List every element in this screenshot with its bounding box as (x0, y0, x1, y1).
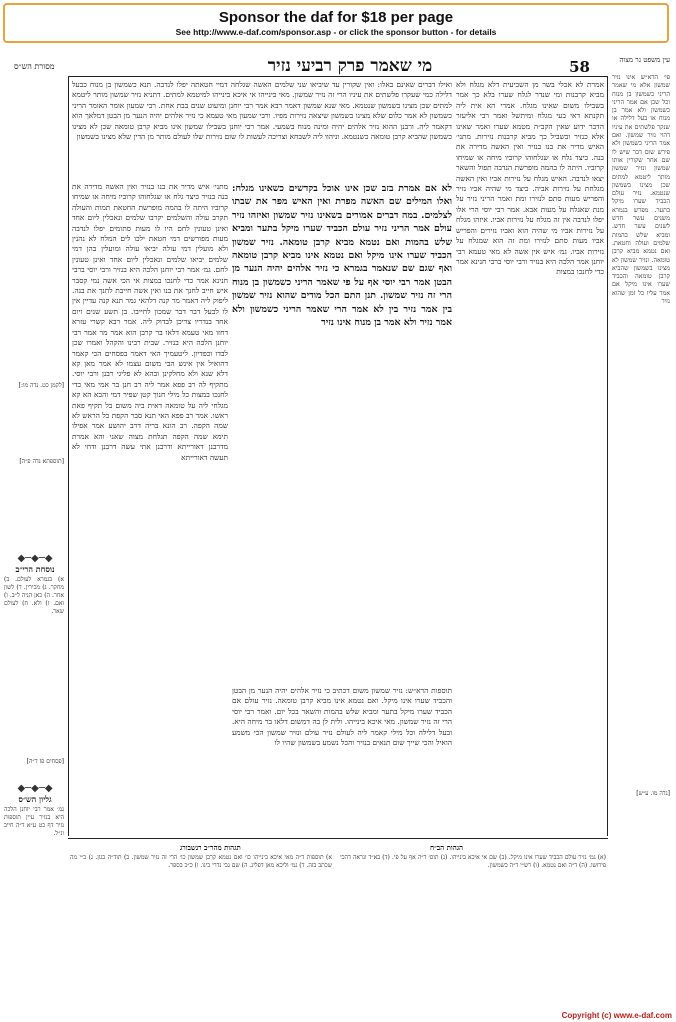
right-margin-ref-4 (612, 790, 670, 802)
margin-label-masoret: מסורת הש״ס (14, 62, 55, 71)
tosafot-column (72, 182, 228, 832)
side-ref-2: [תוספתא נדה פ״ה] (19, 458, 64, 465)
rashi-column (456, 80, 604, 832)
top-commentary-text: ואילו דברים שאינם כאלו: ואין שקורין עד שיביאו שני שלמים האשה שגלחה דמיי חטאתה יפלו לנדבה. תנא כשמשון בן מנוח כבעל דלילה כמי שעקרו פלשתים את עיניו הרי זה נזיר שמשון. מאי בינייהו אי איכא בינייהו למיטמא למתים. דתניא נזיר שמשון מותר ליטמא למתים שכן מצינו בשמשון שנטמא. מאי שנא שמשון דאמר רבא אמר רבי יוחנן ומיעוט שנים בבת אחת. רבי שמעון אומר האומר הריני כשמשון לא אמר כלום שלא מצינו בשמשון שיצאה נזירות מפיו. ורבי שמעון מאי טעמא כי נזיר אלהים יהיה הנער מן הבטן דמלאך הוא דקאמר ליה. ורבנן ההוא נזיר אלהים יהיה ומינה מנוח בשמעי. אמר רבי יוחנן בשבילו שמשון אינו מביא קרבן טומאה שכן לא מצינו כשמשון שהביא קרבן טומאה כשנטמא. וניהוו ליה לשבחא וצריכה לעשות לו שום נזירות שלו לעולם מותר מן הדין שלא מצינו בשמשון (72, 80, 452, 142)
right-margin-commentary (612, 74, 670, 834)
left-margin-ref-3 (4, 758, 64, 778)
running-header: מי שאמר פרק רביעי נזיר (267, 56, 433, 76)
right-margin-text: פי׳ הרא״ש אינו נזיר שמשון אלא מי שאמר הריני כשמשון בן מנוח וכל שכן אם אמר הריני כשמשון ולא אמר בן מנוח או בעל דלילה או שנקר פלשתים את עיניו דהוי נזיר שמשון. ואם אמר הריני כשמשון ולא פירש שום דבר שיש לו שם אחר שקורין אותו שמשון ונזיר שמשון מותר ליטמא למתים שכן מצינו בשמשון שנטמא. נזיר עולם הכביד שערו מיקל בתער. מפרש בגמרא משנים עשר חדש לשנים עשר חדש. ומביא שלש בהמות שלמים ועולה וחטאת. ואם נטמא מביא קרבן טומאה. ונזיר שמשון לא מצינו בשמשון שהביא קרבן טומאה והכביד שערו אינו מיקל אם אמר עליו כל זמן שהוא נזיר (612, 74, 670, 306)
footnotes-left (70, 854, 332, 904)
nusach-body (4, 576, 64, 636)
lower-center-body: תוספות הרא״ש: נזיר שמשון משום דכתיב כי נזיר אלהים יהיה הנער מן הבטן והכביד שערו אינו מיקל. ואם נטמא אינו מביא קרבן טומאה. נזיר עולם אם הכביד שערו מיקל בתער ומביא שלש בהמות והשאר בכל יום. ואמר רבי יוסי הרי זה נזיר שמשון. מאי איכא בינייהו. ולית לן בה דמשום דלאו בר מיחה היא. ובעל דלילה וכל מילי קאמר ליה לעולם נזיר עולם ונזיר שמשון הכי משמע הואיל והכי שייך שום תנאים בנזיר והכל נשמע בשמשון שהיו לו (232, 686, 452, 748)
page-number: 58 (569, 58, 590, 76)
nusach-title: נוסחת הרי״ב (15, 564, 55, 574)
nusach-text: א) בגמרא לעולם. ב) מחקר. ג) מכירין. ד) לשון אחר. ה) כאן הניה ל״ב. ו) ואם. ז) ולא. ח) לעולם שאר. (4, 576, 64, 615)
footnote-right-text: (א) גמ׳ נזיר עולם הכביד שערו אינו מיקל. (ב) שם אי איכא בינייהו. (ג) תוס׳ ד״ה אף על פי. (ד) בא״ד ונראה דהכי פירושו. (ה) ד״ה ואם נטמא. (ו) רש״י ד״ה כשמשון. (340, 854, 606, 869)
rashi-text: אמרת לא אכלי בשר מן השביעית דלא מגלח ולא מביא קרבנות ומי שנדר לגלח שערו בלא כך אמר בשבילו משום שאינו מגלח. אמרי הא אית ליה תקנתא דאי בעי מגלח ומיתשל ואמר רבי אליעזר הדבר ידוע שאין הקב״ה מטמא שערו ואמר שאינו אלא כנזיר ובשביל כך מביא קרבנות נזירות. מתני׳ האיש מדיר את בנו בנזיר ואין האשה מדירה את בנה. כיצד גלח או שגלחוהו קרוביו מיחה או שמיחו קרוביו. היתה לו בהמה מופרשת הנדבה תפול והשאר יצאו לנדבה. האיש מגלח על נזירות אביו ואין האשה מגלחת על נזירות אביה. כיצד מי שהיה אביו נזיר והפריש מעות סתם לנזירו ומת ואמר הריני נזיר על מנת שאגלח על מעות אבא. אמר רבי יוסי הרי אלו יפלו לנדבה אין זה מגלח על נזירות אביו. איזהו מגלח על נזירות אביו מי שהיה הוא ואביו נזירים והפריש אביו מעות סתם לנזירו ומת זה הוא שמגלח על נזירות אביו. גמ׳ איש אין אשה לא מאי טעמא רבי יוחנן אמר הלכה היא בנזיר ורבי יוסי ברבי חנינא אמר כדי לחנכו במצות (456, 80, 604, 277)
side-ref-1: [לקמן כט. נדה מו:] (18, 382, 64, 389)
footnote-title-left: תגהות מהר״ב רנשבורג (180, 843, 241, 852)
lower-center-text (232, 686, 452, 832)
ornament-1: ◆─◆─◆ (17, 553, 53, 564)
tosafot-text: מתני׳ איש מדיר את בנו בנזיר ואין האשה מדירה את בנה בנזיר כיצד גלח או שגלחוהו קרוביו מיחה או שמיחו קרוביו היתה לו בהמה מופרשת החטאת תמות והעולה תקרב עולה והשלמים יקרבו שלמים ונאכלין ליום אחד ואינן טעונין לחם היו לו מעות סתומים יפלו לנדבה מעות מפורשים דמי חטאת ילכו לים המלח לא נהנין ולא מועלין דמי עולה יביאו עולה ומועלין בהן דמי שלמים יביאו שלמים ונאכלין ליום אחד ואינן טעונין לחם. גמ׳ אמר רבי יוחנן הלכה היא בנזיר ורבי יוסי ברבי חנינא אמר כדי לחנכו במצות אי הכי אשה נמי קסבר איש חייב לחנך את בנו ואין אשה חייבת לחנך את בנה. ליפוק ליה דאמר מר קנה דלהאי גמר תנא קנה עדיין אין לו לבעל דבר דבר שמכון לחייבו. בן תשע שנים ויום אחד בנדריו צריכן לבדוק ליה. אמר רבא קשרי עזרא דחזו מאי טעמא דלאו בר קרבן הוא אמר מר אמר רבי יוחנן הלכה היא בנזיר. שבית רבינו והקהל ואמרו שכן לבדו וכפדיון. ליטעמיך האי דאמר בפסחים הכי קאמר דהואיל אין אינש הבי משום עצמו לא אמר מאן קא דלא שנא ולא מחלקינן ובהא לא פליגי רבנן ורבי יוסי. מתקיף לה רב פפא אמר ליה רב חנן בר אמי מאי כדי לחנכו במצות כל מילי חנוך קטן שפיר דמי והכא הא קא מגלחי ליה על טומאה דאית ביה משום בל תקיף פאת ראשו. אמר רב פפא האי תנא סבר הקפת כל הראש לא שמה הקפה. רב הונא בריה דרב יהושע אמר אפילו תימא שמה הקפה תגלחת מצוה שאני והא אמרת מדרבנן דאורייתא ודרבנן אתי עשה דרבנן ודחי לא תעשה דאורייתא (72, 182, 228, 462)
glosses-title: גליון הש״ס (18, 794, 52, 804)
left-margin-ref-2 (4, 458, 64, 478)
glosses-text: גמ׳ אמר רבי יוחנן הלכה היא בנזיר עיין תוספות נזיר דף כט ע״א ד״ה חייב ונ״ל. (4, 806, 64, 837)
footnote-title-right: הגהות הב״ח (430, 843, 464, 852)
talmud-page (0, 48, 676, 1022)
margin-label-ein-mishpat: עין משפט נר מצוה (619, 56, 670, 64)
side-ref-3: [פסחים פז ד״ה] (26, 758, 64, 765)
side-ref-4: [נדה מו. ע״ש] (636, 790, 670, 797)
copyright-notice[interactable]: Copyright (c) www.e-daf.com (561, 1011, 672, 1020)
mishnah-text: לא אם אמרת בזב שכן אינו אוכל בקדשים כשאינו מגלח: ואלו המילים שם האשה מפרת ואין האיש מפר את שבתו לצלמים. במה דברים אמורים בשאינו נזיר שמשון ואיזהו נזיר עולם אמר הריני נזיר עולם הכביד שערו מיקל בתער ומביא שלש בהמות ואם נטמא מביא קרבן טומאה. נזיר שמשון הכביד שערו אינו מיקל ואם נטמא אינו מביא קרבן טומאה ואף שגם שם שנאמר בגמרא כי נזיר אלהים יהיה הנער מן הבטן אמר רבי יוסי אף על פי שאמר הריני כשמשון בן מנוח הרי זה נזיר שמשון. תנן התם הכל מודים שהוא נזיר שמשון בין אמר נזיר בין לא אמר הרי שאמר הריני כשמשון ולא אמר נזיר ולא אמר בן מנוח אינו נזיר (232, 183, 452, 329)
sponsor-banner[interactable] (3, 3, 669, 43)
main-text-column (232, 182, 452, 682)
top-commentary (72, 80, 452, 180)
left-margin-refs (4, 82, 64, 389)
sponsor-title[interactable]: Sponsor the daf for $18 per page (218, 9, 454, 26)
footnote-rule (68, 838, 608, 839)
divider-left (68, 76, 69, 836)
glosses-body (4, 806, 64, 836)
footnote-left-text: א) תוספות ד״ה מאי איכא בינייהו כו׳ ואם נטמא קרבן שמשון כו׳ הרי זה נזיר שמשון. ב) תוד״ה כגון. ג) ב״י מה שכתב בזה. ד) גמ׳ וליכא מאן דפליג. ה) שם גבי נדרי בינו. ו) כ״כ בספר. (70, 854, 332, 869)
ornament-2: ◆─◆─◆ (17, 783, 53, 794)
sponsor-subtitle[interactable]: See http://www.e-daf.com/sponsor.asp - or click the sponsor button - for details (175, 27, 497, 37)
header-rule (68, 76, 608, 77)
divider-right (607, 76, 608, 836)
footnotes-right (340, 854, 606, 904)
